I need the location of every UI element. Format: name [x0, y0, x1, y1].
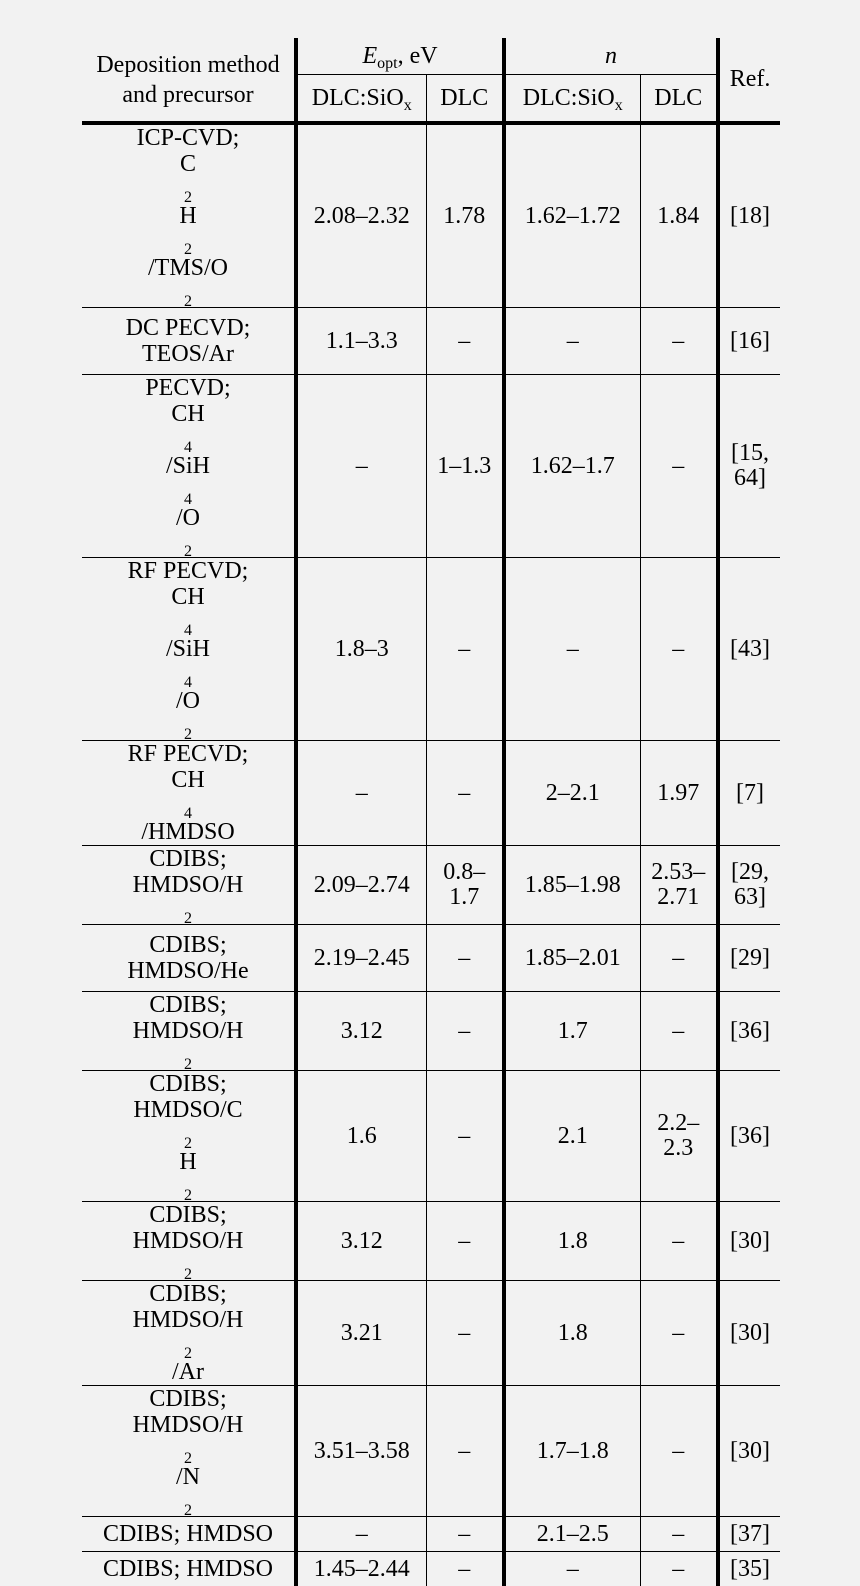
cell-eopt-dlcsiox: 1.8–3: [296, 558, 426, 741]
method-line: CH $_4$ /HMDSO: [82, 767, 294, 845]
header-method-line2: and precursor: [122, 82, 253, 108]
cell-eopt-dlc: –: [426, 1281, 504, 1386]
method-line: CDIBS; HMDSO: [82, 1556, 294, 1582]
cell-n-dlc: 1.97: [640, 741, 718, 846]
table-body: [82, 123, 780, 1586]
cell-method: [82, 123, 296, 308]
header-eopt-dlc: DLC: [426, 75, 504, 124]
cell-eopt-dlcsiox: 2.09–2.74: [296, 846, 426, 925]
cell-eopt-dlc: –: [426, 1202, 504, 1281]
cell-method: [82, 375, 296, 558]
method-line: DC PECVD;: [82, 315, 294, 341]
method-line: TEOS/Ar: [82, 341, 294, 367]
cell-method: [82, 1386, 296, 1517]
cell-eopt-dlc: –: [426, 1552, 504, 1586]
table-row: [82, 1386, 780, 1517]
method-line: CDIBS;: [82, 1386, 294, 1412]
cell-n-dlc: 2.2– 2.3: [640, 1071, 718, 1202]
table-row: [82, 1552, 780, 1586]
cell-eopt-dlc: –: [426, 1386, 504, 1517]
cell-n-dlcsiox: 1.62–1.7: [504, 375, 640, 558]
table-row: [82, 123, 780, 308]
cell-n-dlcsiox: –: [504, 1552, 640, 1586]
cell-ref: [30]: [718, 1202, 780, 1281]
cell-n-dlc: 1.84: [640, 123, 718, 308]
cell-n-dlcsiox: 1.8: [504, 1202, 640, 1281]
cell-eopt-dlc: –: [426, 925, 504, 992]
cell-ref: [35]: [718, 1552, 780, 1586]
cell-n-dlcsiox: 1.7: [504, 992, 640, 1071]
cell-ref: [36]: [718, 992, 780, 1071]
cell-n-dlcsiox: 2.1: [504, 1071, 640, 1202]
method-line: CDIBS;: [82, 1071, 294, 1097]
cell-n-dlcsiox: 1.85–2.01: [504, 925, 640, 992]
header-ref: [718, 38, 780, 123]
cell-n-dlc: –: [640, 1281, 718, 1386]
cell-n-dlc: –: [640, 1386, 718, 1517]
cell-n-dlcsiox: 2.1–2.5: [504, 1517, 640, 1552]
header-eopt-dlcsiox: DLC:SiO$_x$: [296, 75, 426, 124]
table-row: [82, 1202, 780, 1281]
cell-eopt-dlcsiox: 2.08–2.32: [296, 123, 426, 308]
cell-eopt-dlcsiox: 2.19–2.45: [296, 925, 426, 992]
header-eopt-group: [296, 38, 504, 75]
cell-ref: [15, 64]: [718, 375, 780, 558]
cell-method: [82, 925, 296, 992]
cell-ref: [7]: [718, 741, 780, 846]
table-row: [82, 375, 780, 558]
cell-n-dlcsiox: 1.85–1.98: [504, 846, 640, 925]
cell-eopt-dlc: 1.78: [426, 123, 504, 308]
cell-eopt-dlcsiox: 3.12: [296, 1202, 426, 1281]
properties-table: [82, 38, 780, 1586]
cell-n-dlc: –: [640, 1517, 718, 1552]
table-row: [82, 741, 780, 846]
method-line: PECVD;: [82, 375, 294, 401]
cell-ref: [30]: [718, 1386, 780, 1517]
cell-eopt-dlcsiox: 1.6: [296, 1071, 426, 1202]
cell-eopt-dlcsiox: 1.45–2.44: [296, 1552, 426, 1586]
method-line: CDIBS;: [82, 992, 294, 1018]
method-line: CDIBS; HMDSO: [82, 1521, 294, 1547]
cell-ref: [16]: [718, 308, 780, 375]
cell-eopt-dlc: –: [426, 558, 504, 741]
header-eopt-symbol: E: [362, 43, 377, 69]
cell-n-dlc: –: [640, 992, 718, 1071]
method-line: ICP-CVD;: [82, 125, 294, 151]
table-row: [82, 558, 780, 741]
method-line: RF PECVD;: [82, 558, 294, 584]
cell-eopt-dlc: –: [426, 992, 504, 1071]
header-deposition-method: [82, 38, 296, 123]
header-eopt-sub: opt: [377, 55, 397, 72]
table-row: [82, 1071, 780, 1202]
cell-n-dlcsiox: –: [504, 558, 640, 741]
method-line: CDIBS;: [82, 1202, 294, 1228]
cell-eopt-dlc: 0.8– 1.7: [426, 846, 504, 925]
cell-eopt-dlc: –: [426, 308, 504, 375]
cell-eopt-dlcsiox: 3.21: [296, 1281, 426, 1386]
method-line: CDIBS;: [82, 1281, 294, 1307]
method-line: HMDSO/H $_2$ /Ar: [82, 1307, 294, 1385]
method-line: CH $_4$ /SiH $_4$ /O $_2$: [82, 401, 294, 557]
table-row: [82, 925, 780, 992]
method-line: HMDSO/H $_2$ /N $_2$: [82, 1412, 294, 1516]
cell-n-dlc: 2.53– 2.71: [640, 846, 718, 925]
header-method-line1: Deposition method: [96, 52, 279, 78]
header-n-dlcsiox: DLC:SiO$_x$: [504, 75, 640, 124]
cell-n-dlc: –: [640, 375, 718, 558]
cell-ref: [29, 63]: [718, 846, 780, 925]
cell-n-dlc: –: [640, 558, 718, 741]
cell-method: [82, 846, 296, 925]
cell-ref: [37]: [718, 1517, 780, 1552]
table-row: [82, 1281, 780, 1386]
cell-ref: [18]: [718, 123, 780, 308]
cell-eopt-dlcsiox: –: [296, 741, 426, 846]
cell-n-dlc: –: [640, 308, 718, 375]
method-line: CH $_4$ /SiH $_4$ /O $_2$: [82, 584, 294, 740]
cell-n-dlc: –: [640, 1202, 718, 1281]
method-line: C $_2$ H $_2$ /TMS/O $_2$: [82, 151, 294, 307]
cell-eopt-dlcsiox: 3.12: [296, 992, 426, 1071]
cell-eopt-dlcsiox: 1.1–3.3: [296, 308, 426, 375]
properties-table-page: [82, 38, 780, 1000]
method-line: HMDSO/H $_2$: [82, 1018, 294, 1070]
table-row: [82, 846, 780, 925]
cell-n-dlcsiox: –: [504, 308, 640, 375]
header-eopt-unit: , eV: [398, 43, 438, 69]
header-n-dlc: DLC: [640, 75, 718, 124]
cell-n-dlc: –: [640, 925, 718, 992]
cell-method: [82, 558, 296, 741]
cell-method: [82, 992, 296, 1071]
cell-method: [82, 741, 296, 846]
cell-method: [82, 1281, 296, 1386]
header-n-group: [504, 38, 718, 75]
table-row: [82, 308, 780, 375]
cell-eopt-dlc: –: [426, 741, 504, 846]
method-line: HMDSO/H $_2$: [82, 872, 294, 924]
cell-eopt-dlcsiox: –: [296, 1517, 426, 1552]
cell-eopt-dlc: –: [426, 1517, 504, 1552]
method-line: RF PECVD;: [82, 741, 294, 767]
table-row: [82, 1517, 780, 1552]
method-line: HMDSO/C $_2$ H $_2$: [82, 1097, 294, 1201]
cell-method: [82, 1071, 296, 1202]
table-row: [82, 992, 780, 1071]
header-ref-label: Ref.: [730, 66, 771, 92]
method-line: CDIBS;: [82, 846, 294, 872]
cell-eopt-dlc: 1–1.3: [426, 375, 504, 558]
cell-ref: [29]: [718, 925, 780, 992]
cell-method: [82, 1552, 296, 1586]
cell-ref: [43]: [718, 558, 780, 741]
cell-method: [82, 308, 296, 375]
cell-eopt-dlcsiox: –: [296, 375, 426, 558]
header-n-label: n: [605, 43, 617, 69]
cell-n-dlcsiox: 1.7–1.8: [504, 1386, 640, 1517]
cell-method: [82, 1517, 296, 1552]
cell-n-dlcsiox: 1.8: [504, 1281, 640, 1386]
cell-n-dlcsiox: 1.62–1.72: [504, 123, 640, 308]
cell-ref: [36]: [718, 1071, 780, 1202]
method-line: CDIBS;: [82, 932, 294, 958]
cell-ref: [30]: [718, 1281, 780, 1386]
method-line: HMDSO/H $_2$: [82, 1228, 294, 1280]
cell-eopt-dlc: –: [426, 1071, 504, 1202]
cell-n-dlcsiox: 2–2.1: [504, 741, 640, 846]
cell-n-dlc: –: [640, 1552, 718, 1586]
cell-eopt-dlcsiox: 3.51–3.58: [296, 1386, 426, 1517]
method-line: HMDSO/He: [82, 958, 294, 984]
cell-method: [82, 1202, 296, 1281]
